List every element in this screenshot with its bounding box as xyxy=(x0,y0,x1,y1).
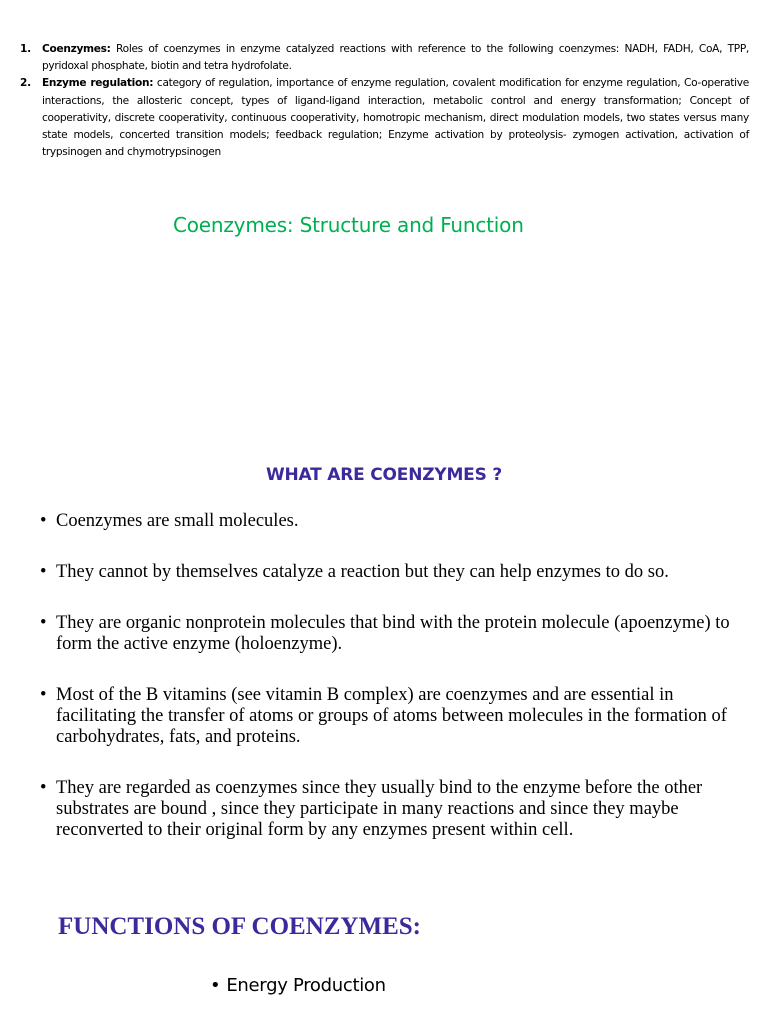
syllabus-item-term: Enzyme regulation: xyxy=(42,77,154,90)
list-item xyxy=(40,778,750,841)
syllabus-item-number: 2. xyxy=(20,77,31,90)
bullet-marker: • xyxy=(40,613,47,633)
syllabus-item-text: Roles of coenzymes in enzyme catalyzed reactions with reference to the following coenzymes: NADH, FADH, CoA, TPP, pyridoxal phosphate, biotin and tetra hydrofolate. xyxy=(42,43,749,73)
bullet-marker: • xyxy=(40,685,47,705)
list-item xyxy=(40,685,750,748)
section-title: Coenzymes: Structure and Function xyxy=(173,213,524,237)
bullet-marker: • xyxy=(40,562,47,582)
syllabus-item-coenzymes xyxy=(20,41,749,75)
list-item xyxy=(40,562,750,583)
list-item xyxy=(40,613,750,655)
syllabus-item-enzyme-regulation xyxy=(20,75,749,161)
bullet-marker: • xyxy=(40,511,47,531)
bullet-marker: • xyxy=(40,778,47,798)
list-item xyxy=(210,974,386,998)
syllabus-item-number: 1. xyxy=(20,43,31,55)
syllabus-list xyxy=(20,41,749,161)
bullet-marker: • xyxy=(210,975,221,996)
list-item-text: Most of the B vitamins (see vitamin B complex) are coenzymes and are essential in facilitating the transfer of atoms or groups of atoms between molecules in the formation of carbohydrates, fats, and proteins. xyxy=(56,685,727,747)
syllabus-item-text: category of regulation, importance of enzyme regulation, covalent modification for enzyme regulation, Co-operative interactions, the allosteric concept, types of ligand-ligand interaction, metabolic control and energy transformation; Concept of cooperativity, discrete cooperativity, continuous cooperativity, homotropic mechanism, direct modulation models, two states versus many state models, concerted transition models; feedback regulation; Enzyme activation by proteolysis- zymogen activation, activation of trypsinogen and chymotrypsinogen xyxy=(42,77,749,159)
coenzyme-facts-list xyxy=(40,511,750,871)
what-are-coenzymes-heading: WHAT ARE COENZYMES ? xyxy=(265,465,503,485)
functions-list xyxy=(210,974,386,998)
list-item-text: They are organic nonprotein molecules that bind with the protein molecule (apoenzyme) to form the active enzyme (holoenzyme). xyxy=(56,613,730,654)
list-item-text: They are regarded as coenzymes since they usually bind to the enzyme before the other substrates are bound , since they participate in many reactions and since they maybe reconverted to their original form by any enzymes present within cell. xyxy=(56,778,703,840)
list-item xyxy=(40,511,750,532)
list-item-text: They cannot by themselves catalyze a reaction but they can help enzymes to do so. xyxy=(56,562,669,582)
functions-heading: FUNCTIONS OF COENZYMES: xyxy=(58,913,421,940)
syllabus-item-term: Coenzymes: xyxy=(42,43,111,55)
list-item-text: Energy Production xyxy=(226,975,386,996)
list-item-text: Coenzymes are small molecules. xyxy=(56,511,299,531)
